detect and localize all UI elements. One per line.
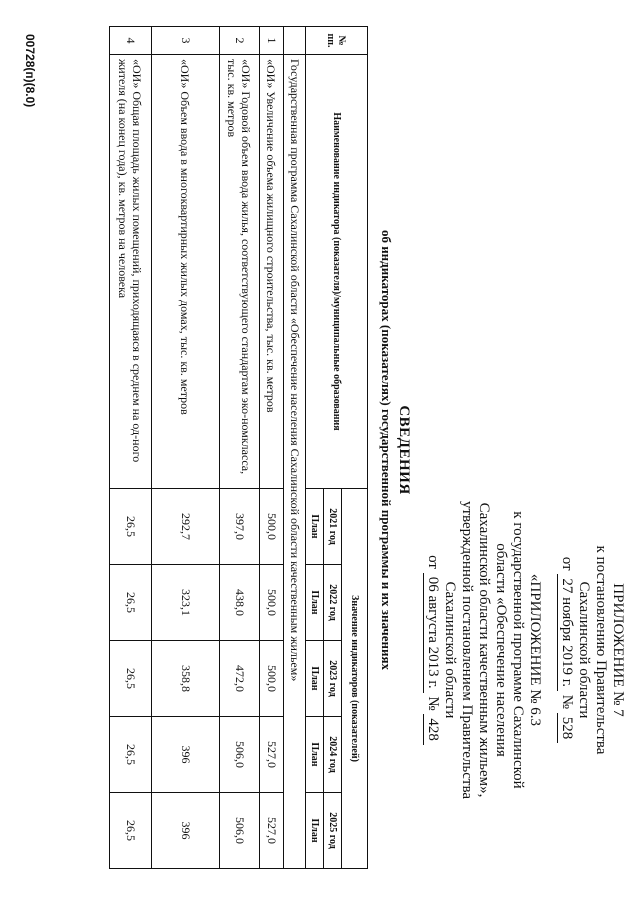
header-num: № пп. <box>306 27 368 55</box>
appendix-line: к государственной программе Сахалинской <box>510 511 526 789</box>
indicator-name: «ОИ» Увеличение объема жилищного строительства, тыс. кв. метров <box>260 55 284 489</box>
indicator-value: 472,0 <box>220 641 260 717</box>
row-number: 1 <box>260 27 284 55</box>
decree-date-line: от 27 ноября 2019 г. № 528 <box>557 495 575 805</box>
appendix-header <box>423 495 626 805</box>
document-title <box>378 40 412 860</box>
header-year: 2022 год <box>324 565 342 641</box>
appendix-quote-title: «ПРИЛОЖЕНИЕ № 6.3 <box>527 573 543 727</box>
indicators-table <box>109 26 368 869</box>
indicator-value: 323,1 <box>152 565 220 641</box>
indicator-value: 527,0 <box>260 717 284 793</box>
decree-number: 528 <box>557 713 575 744</box>
header-plan: План <box>306 793 324 869</box>
row-number: 4 <box>110 27 152 55</box>
appendix-line: Сахалинской области качественным жильем», <box>476 502 492 798</box>
header-name: Наименование индикатора (показателя)/муниципальные образования <box>306 55 368 489</box>
indicator-value: 500,0 <box>260 489 284 565</box>
header-plan: План <box>306 489 324 565</box>
appendix-line: области «Обеспечение населения <box>493 543 509 757</box>
indicator-value: 500,0 <box>260 565 284 641</box>
indicator-name: «ОИ» Объем ввода в многоквартирных жилых домах, тыс. кв. метров <box>152 55 220 489</box>
header-year: 2021 год <box>324 489 342 565</box>
row-number: 3 <box>152 27 220 55</box>
header-year: 2024 год <box>324 717 342 793</box>
indicator-value: 26,5 <box>110 565 152 641</box>
program-row <box>284 27 306 869</box>
row-number: 2 <box>220 27 260 55</box>
indicator-value: 506,0 <box>220 793 260 869</box>
appendix-line: Сахалинской области <box>442 581 458 719</box>
title-main: СВЕДЕНИЯ <box>396 405 412 495</box>
table-row <box>110 27 152 869</box>
appendix-line: к постановлению Правительства <box>593 545 609 755</box>
document-code: 00728(п)(8.0) <box>23 34 37 108</box>
indicator-value: 26,5 <box>110 489 152 565</box>
indicator-value: 292,7 <box>152 489 220 565</box>
header-plan: План <box>306 641 324 717</box>
indicator-value: 26,5 <box>110 641 152 717</box>
indicator-value: 358,8 <box>152 641 220 717</box>
appendix-line: утвержденной постановлением Правительства <box>459 500 475 800</box>
program-name: Государственная программа Сахалинской области «Обеспечение населения Сахалинской области качественным жильем» <box>284 55 306 869</box>
header-year: 2023 год <box>324 641 342 717</box>
indicator-name: «ОИ» Годовой объем ввода жилья, соответствующего стандартам эко-номкласса, тыс. кв. метров <box>220 55 260 489</box>
header-values-group: Значение индикаторов (показателей) <box>342 489 368 869</box>
decree-date: 27 ноября 2019 г. <box>557 574 575 691</box>
indicator-name: «ОИ» Общая площадь жилых помещений, приходящаяся в среднем на од-ного жителя (на конец года), кв. метров на человека <box>110 55 152 489</box>
indicator-value: 26,5 <box>110 717 152 793</box>
orig-decree-date: 06 августа 2013 г. <box>423 573 441 693</box>
header-plan: План <box>306 717 324 793</box>
header-year: 2025 год <box>324 793 342 869</box>
indicator-value: 396 <box>152 793 220 869</box>
appendix-line: Сахалинской области <box>576 581 592 719</box>
indicator-value: 438,0 <box>220 565 260 641</box>
indicator-value: 396 <box>152 717 220 793</box>
indicator-value: 527,0 <box>260 793 284 869</box>
indicator-value: 397,0 <box>220 489 260 565</box>
orig-decree-number: 428 <box>423 714 441 745</box>
header-plan: План <box>306 565 324 641</box>
title-sub: об индикаторах (показателях) государственной программы и их значениях <box>379 229 394 671</box>
table-row <box>260 27 284 869</box>
indicator-value: 26,5 <box>110 793 152 869</box>
appendix-title: ПРИЛОЖЕНИЕ № 7 <box>610 583 626 717</box>
table-row <box>220 27 260 869</box>
indicator-value: 500,0 <box>260 641 284 717</box>
indicator-value: 506,0 <box>220 717 260 793</box>
orig-decree-line: от 06 августа 2013 г. № 428 <box>423 495 441 805</box>
table-row <box>152 27 220 869</box>
